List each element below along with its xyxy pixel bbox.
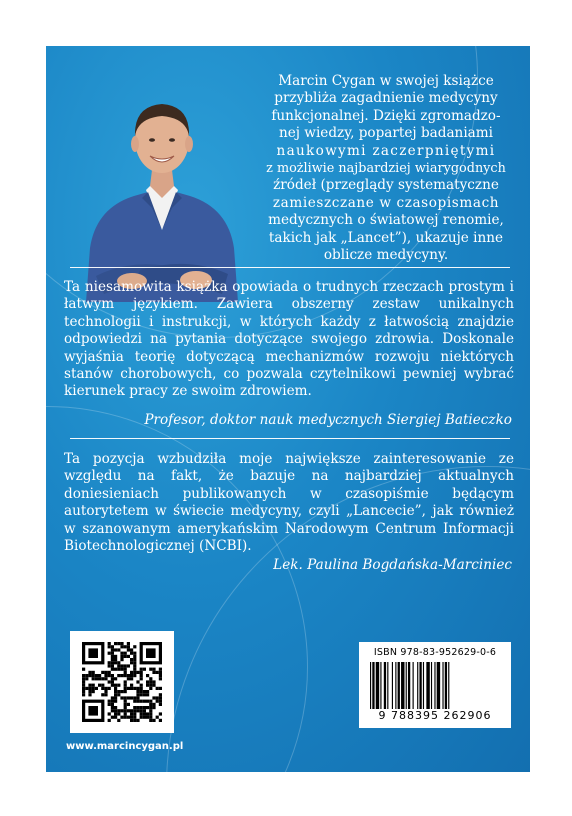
- intro-line: zamieszczane w czasopismach: [272, 194, 500, 211]
- intro-line: przybliża zagadnienie medycyny: [274, 90, 498, 107]
- review-1-text: Ta niesamowita książka opowiada o trudnych rzeczach prostym i łatwym językiem. Zawiera obszerny zestaw unikalnych technologii i instrukcji, w których każdy z łatwością znajdzie odpowiedzi na pytania dotyczące swojego zdrowia. Doskonale wyjaśnia teorię dotyczącą mechanizmów rozwoju niektórych stanów chorobowych, co pozwala czytelnikowi pewniej wybrać kierunek pracy ze swoim zdrowiem.: [64, 279, 514, 400]
- intro-line: naukowymi zaczerpniętymi: [276, 142, 496, 159]
- book-back-cover: [46, 46, 530, 772]
- intro-line: nej wiedzy, popartej badaniami: [278, 125, 494, 142]
- intro-line: Marcin Cygan w swojej książce: [278, 73, 494, 89]
- review-2-text: Ta pozycja wzbudziła moje największe zainteresowanie ze względu na fakt, że bazuje na najbardziej aktualnych doniesieniach publikowanych w czasopiśmie będącym autorytetem w świecie medycyny, czyli „Lancecie”, jak również w szanowanym amerykańskim Narodowym Centrum Informacji Biotechnologicznej (NCBI).: [64, 451, 514, 555]
- isbn-barcode: [359, 642, 511, 728]
- review-2-author: Lek. Paulina Bogdańska-Marciniec: [273, 557, 512, 573]
- review-1-author: Profesor, doktor nauk medycznych Siergiej Batieczko: [144, 412, 512, 428]
- website-url[interactable]: www.marcincygan.pl: [66, 741, 184, 752]
- intro-line: źródeł (przeglądy systematyczne: [273, 177, 499, 194]
- author-intro: [251, 73, 521, 264]
- intro-line: takich jak „Lancet”), ukazuje inne: [268, 229, 504, 246]
- intro-line: medycznych o światowej renomie,: [268, 212, 504, 229]
- barcode-icon: [370, 662, 500, 709]
- divider: [70, 267, 510, 268]
- intro-line: z możliwie najbardziej wiarygodnych: [266, 161, 506, 177]
- isbn-label: ISBN 978-83-952629-0-6: [373, 647, 497, 658]
- qr-code[interactable]: [70, 631, 174, 733]
- isbn-digits: 9 788395 262906: [378, 709, 492, 722]
- qr-code-icon: [70, 631, 174, 733]
- author-photo: [76, 80, 248, 302]
- divider: [70, 438, 510, 439]
- intro-line: oblicze medycyny.: [323, 247, 449, 264]
- intro-line: funkcjonalnej. Dzięki zgromadzo-: [271, 107, 501, 124]
